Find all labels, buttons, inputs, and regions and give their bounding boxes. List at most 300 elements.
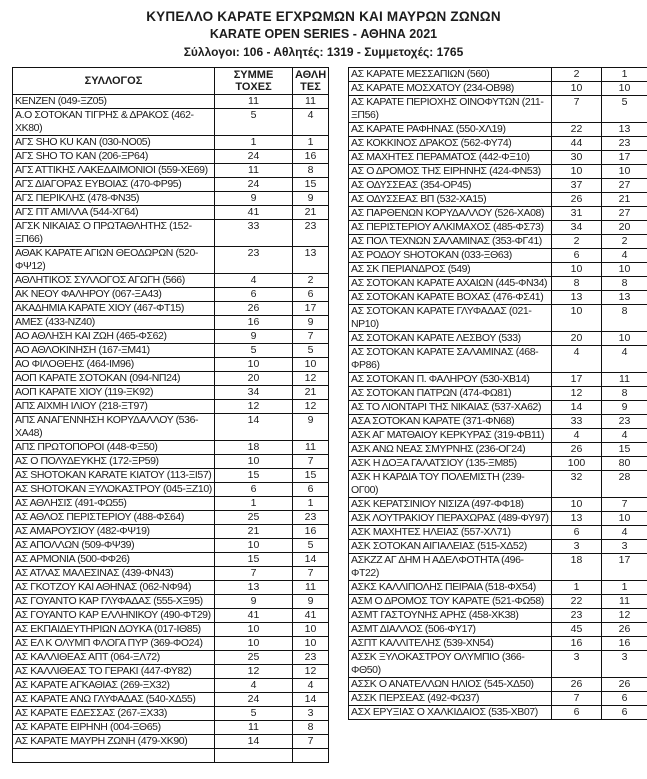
table-row	[349, 305, 647, 332]
participations-cell: 18	[215, 441, 293, 455]
table-row	[13, 344, 329, 358]
club-name-cell: ΑΣ ΤΟ ΛΙΟΝΤΑΡΙ ΤΗΣ ΝΙΚΑΙΑΣ (537-ΧΑ62)	[349, 401, 552, 415]
participations-cell: 4	[552, 429, 602, 443]
participations-cell: 10	[215, 358, 293, 372]
athletes-cell: 11	[293, 581, 329, 595]
table-row	[349, 332, 647, 346]
page-title: ΚΥΠΕΛΛΟ ΚΑΡΑΤΕ ΕΓΧΡΩΜΩΝ ΚΑΙ ΜΑΥΡΩΝ ΖΩΝΩΝ	[146, 9, 501, 24]
athletes-cell: 23	[602, 415, 647, 429]
athletes-cell: 21	[602, 193, 647, 207]
participations-cell: 10	[215, 637, 293, 651]
participations-cell: 6	[552, 706, 602, 720]
table-row	[349, 706, 647, 720]
table-row	[13, 567, 329, 581]
participations-cell: 20	[552, 332, 602, 346]
club-name-cell: ΑΣΑ ΣΟΤΟΚΑΝ ΚΑΡΑΤΕ (371-ΦΝ68)	[349, 415, 552, 429]
athletes-cell: 23	[293, 220, 329, 247]
participations-cell: 3	[552, 540, 602, 554]
club-name-cell: ΑΓΣ ΠΕΡΙΚΛΗΣ (478-ΦΝ35)	[13, 192, 215, 206]
athletes-cell: 5	[293, 539, 329, 553]
table-row	[13, 288, 329, 302]
athletes-cell: 15	[293, 469, 329, 483]
table-row	[349, 692, 647, 706]
participations-cell: 7	[552, 96, 602, 123]
club-name-cell: ΑΣΚΖΖ ΑΓ ΔΗΜ Η ΑΔΕΛΦΟΤΗΤΑ (496-ΦΤ22)	[349, 554, 552, 581]
club-name-cell: ΑΣ ΠΟΛ ΤΕΧΝΩΝ ΣΑΛΑΜΙΝΑΣ (353-ΦΓ41)	[349, 235, 552, 249]
club-name-cell: ΑΣ ΕΚΠΑΙΔΕΥΤΗΡΙΩΝ ΔΟΥΚΑ (017-ΙΘ85)	[13, 623, 215, 637]
page-subtitle: KARATE OPEN SERIES - ΑΘΗΝΑ 2021	[209, 27, 438, 41]
participations-cell: 44	[552, 137, 602, 151]
participations-cell: 11	[215, 721, 293, 735]
participations-cell: 10	[215, 539, 293, 553]
athletes-cell: 23	[602, 137, 647, 151]
athletes-cell: 11	[293, 441, 329, 455]
athletes-cell: 7	[602, 498, 647, 512]
athletes-cell: 10	[293, 637, 329, 651]
club-name-cell: ΑΜΕΣ (433-ΝΖ40)	[13, 316, 215, 330]
participations-cell: 23	[552, 609, 602, 623]
athletes-cell: 4	[293, 109, 329, 136]
participations-cell: 14	[215, 414, 293, 441]
participations-cell: 26	[215, 302, 293, 316]
table-row	[13, 247, 329, 274]
club-name-cell: ΑΣ ΣΟΤΟΚΑΝ ΚΑΡΑΤΕ ΓΛΥΦΑΔΑΣ (021-ΝΡ10)	[349, 305, 552, 332]
table-row	[13, 637, 329, 651]
participations-cell: 14	[552, 401, 602, 415]
athletes-cell: 3	[602, 651, 647, 678]
table-row	[13, 150, 329, 164]
club-name-cell: ΑΣ ΓΟΥΑΝΤΟ ΚΑΡ ΓΛΥΦΑΔΑΣ (555-ΧΞ95)	[13, 595, 215, 609]
participations-cell: 22	[552, 595, 602, 609]
club-name-cell: ΑΣΚ ΜΑΧΗΤΕΣ ΗΛΕΙΑΣ (557-ΧΛ71)	[349, 526, 552, 540]
participations-cell: 5	[215, 707, 293, 721]
results-tables	[12, 67, 647, 763]
club-name-cell: ΑΣΚ Η ΚΑΡΔΙΑ ΤΟΥ ΠΟΛΕΜΙΣΤΗ (239-ΟΓ00)	[349, 471, 552, 498]
participations-cell: 30	[552, 151, 602, 165]
participations-cell: 18	[552, 554, 602, 581]
club-name-cell: ΑΣ ΑΜΑΡΟΥΣΙΟΥ (482-ΦΨ19)	[13, 525, 215, 539]
participations-cell: 16	[215, 316, 293, 330]
table-row	[349, 151, 647, 165]
club-name-cell: ΑΟ ΑΘΛΟΚΙΝΗΣΗ (167-ΞΜ41)	[13, 344, 215, 358]
table-row	[13, 497, 329, 511]
club-name-cell: ΑΣ ΠΑΡΘΕΝΩΝ ΚΟΡΥΔΑΛΛΟΥ (526-ΧΑ08)	[349, 207, 552, 221]
club-name-cell: ΑΣ ΣΚ ΠΕΡΙΑΝΔΡΟΣ (549)	[349, 263, 552, 277]
participations-cell: 2	[552, 68, 602, 82]
participations-cell: 1	[215, 136, 293, 150]
participations-cell: 22	[552, 123, 602, 137]
participations-cell: 33	[215, 220, 293, 247]
athletes-cell: 41	[293, 609, 329, 623]
athletes-cell: 12	[293, 400, 329, 414]
athletes-cell: 80	[602, 457, 647, 471]
athletes-cell: 13	[602, 291, 647, 305]
club-name-cell: ΑΣ ΚΑΡΑΤΕ ΜΕΣΣΑΠΙΩΝ (560)	[349, 68, 552, 82]
club-name-cell: ΑΣ ΚΑΡΑΤΕ ΜΟΣΧΑΤΟΥ (234-ΟΒ98)	[349, 82, 552, 96]
table-row	[13, 553, 329, 567]
club-name-cell: ΑΠΣ ΑΙΧΜΗ ΙΛΙΟΥ (218-ΞΤ97)	[13, 400, 215, 414]
participations-cell: 7	[552, 692, 602, 706]
club-name-cell: ΑΣΧ ΕΡΥΞΙΑΣ Ο ΧΑΛΚΙΔΑΙΟΣ (535-ΧΒ07)	[349, 706, 552, 720]
participations-cell: 24	[215, 693, 293, 707]
table-row	[349, 249, 647, 263]
participations-cell: 26	[552, 678, 602, 692]
athletes-cell: 8	[293, 721, 329, 735]
table-row	[349, 526, 647, 540]
participations-cell: 14	[215, 735, 293, 749]
athletes-cell: 10	[602, 82, 647, 96]
club-name-cell: ΑΣΚ ΑΓ ΜΑΤΘΑΙΟΥ ΚΕΡΚΥΡΑΣ (319-ΦΒ11)	[349, 429, 552, 443]
athletes-cell: 26	[602, 678, 647, 692]
club-name-cell: ΑΣ ΑΠΟΛΛΩΝ (509-ΦΨ39)	[13, 539, 215, 553]
club-name-cell: ΑΣΚ ΚΕΡΑΤΣΙΝΙΟΥ ΝΙΣΙΖΑ (497-ΦΦ18)	[349, 498, 552, 512]
club-name-cell: KENZEN (049-ΞΖ05)	[13, 95, 215, 109]
club-name-cell: ΑΣΚ ΛΟΥΤΡΑΚΙΟΥ ΠΕΡΑΧΩΡΑΣ (489-ΦΥ97)	[349, 512, 552, 526]
participations-cell: 10	[215, 623, 293, 637]
participations-cell: 11	[215, 164, 293, 178]
table-header-row	[13, 68, 329, 95]
table-row	[349, 595, 647, 609]
participations-cell: 15	[215, 553, 293, 567]
table-row	[349, 581, 647, 595]
participations-cell: 37	[552, 179, 602, 193]
participations-cell: 41	[215, 206, 293, 220]
athletes-cell: 28	[602, 471, 647, 498]
club-name-cell: Α.Ο ΣΟΤΟΚΑΝ ΤΙΓΡΗΣ & ΔΡΑΚΟΣ (462-ΧΚ80)	[13, 109, 215, 136]
club-name-cell: ΑΣ ΟΔΥΣΣΕΑΣ ΒΠ (532-ΧΑ15)	[349, 193, 552, 207]
table-row	[349, 82, 647, 96]
club-name-cell: ΑΣ ΣΟΤΟΚΑΝ ΚΑΡΑΤΕ ΣΑΛΑΜΙΝΑΣ (468-ΦΡ86)	[349, 346, 552, 373]
club-name-cell: ΑΣ ΚΑΡΑΤΕ ΡΑΦΗΝΑΣ (550-ΧΛ19)	[349, 123, 552, 137]
table-row	[349, 235, 647, 249]
table-row	[13, 525, 329, 539]
table-row	[349, 512, 647, 526]
table-row	[13, 164, 329, 178]
athletes-cell: 7	[293, 455, 329, 469]
participations-cell: 4	[215, 679, 293, 693]
athletes-cell: 7	[293, 330, 329, 344]
table-row	[349, 346, 647, 373]
table-row	[13, 693, 329, 707]
participations-cell: 6	[552, 526, 602, 540]
column-header-participations: ΣΥΜΜΕ ΤΟΧΕΣ	[215, 68, 293, 95]
table-row	[13, 178, 329, 192]
athletes-cell: 5	[602, 96, 647, 123]
club-name-cell: ΑΓΣΚ ΝΙΚΑΙΑΣ Ο ΠΡΩΤΑΘΛΗΤΗΣ (152-ΞΠ66)	[13, 220, 215, 247]
athletes-cell: 10	[602, 512, 647, 526]
table-row	[13, 595, 329, 609]
table-row	[349, 401, 647, 415]
club-name-cell: ΑΣ ΑΘΛΟΣ ΠΕΡΙΣΤΕΡΙΟΥ (488-ΦΣ64)	[13, 511, 215, 525]
table-row	[349, 277, 647, 291]
club-name-cell: ΑΓΣ SHO KU KAN (030-ΝΟ05)	[13, 136, 215, 150]
club-name-cell: ΑΣ ΜΑΧΗΤΕΣ ΠΕΡΑΜΑΤΟΣ (442-ΦΞ10)	[349, 151, 552, 165]
athletes-cell: 4	[602, 429, 647, 443]
club-name-cell: ΑΣΠΤ ΚΑΛΛΙΤΕΛΗΣ (539-ΧΝ54)	[349, 637, 552, 651]
table-row	[13, 707, 329, 721]
column-header-club: ΣΥΛΛΟΓΟΣ	[13, 68, 215, 95]
participations-cell: 10	[552, 263, 602, 277]
column-header-athletes: ΑΘΛΗ ΤΕΣ	[293, 68, 329, 95]
table-row	[349, 96, 647, 123]
athletes-cell: 10	[602, 263, 647, 277]
club-name-cell: ΑΣ ΑΘΛΗΣΙΣ (491-ΦΩ55)	[13, 497, 215, 511]
club-name-cell: ΑΣ ΣΟΤΟΚΑΝ ΚΑΡΑΤΕ ΒΟΧΑΣ (476-ΦΣ41)	[349, 291, 552, 305]
participations-cell: 33	[552, 415, 602, 429]
participations-cell: 10	[552, 82, 602, 96]
club-name-cell: ΑΣΚ ΣΟΤΟΚΑΝ ΑΙΓΙΑΛΕΙΑΣ (515-ΧΔ52)	[349, 540, 552, 554]
participations-cell: 9	[215, 595, 293, 609]
table-row	[13, 455, 329, 469]
participations-cell: 41	[215, 609, 293, 623]
club-name-cell: ΑΓΣ ΔΙΑΓΟΡΑΣ ΕΥΒΟΙΑΣ (470-ΦΡ95)	[13, 178, 215, 192]
table-row	[349, 554, 647, 581]
athletes-cell: 1	[293, 497, 329, 511]
club-name-cell: ΑΣ ΚΑΡΑΤΕ ΜΑΥΡΗ ΖΩΝΗ (479-ΧΚ90)	[13, 735, 215, 749]
club-name-cell: ΑΓΣ ΑΤΤΙΚΗΣ ΛΑΚΕΔΑΙΜΟΝΙΟΙ (559-ΧΕ69)	[13, 164, 215, 178]
table-row	[349, 415, 647, 429]
athletes-cell: 10	[602, 165, 647, 179]
participations-cell: 5	[215, 109, 293, 136]
table-row	[349, 373, 647, 387]
athletes-cell: 1	[602, 581, 647, 595]
club-name-cell: ΑΣΚΣ ΚΑΛΛΙΠΟΛΗΣ ΠΕΙΡΑΙΑ (518-ΦΧ54)	[349, 581, 552, 595]
participations-cell: 4	[215, 274, 293, 288]
table-row	[13, 609, 329, 623]
athletes-cell: 13	[293, 247, 329, 274]
table-row	[349, 137, 647, 151]
athletes-cell: 17	[293, 302, 329, 316]
participations-cell: 31	[552, 207, 602, 221]
participations-cell: 6	[215, 288, 293, 302]
club-name-cell: ΑΣ ΚΟΚΚΙΝΟΣ ΔΡΑΚΟΣ (562-ΦΥ74)	[349, 137, 552, 151]
athletes-cell: 4	[602, 346, 647, 373]
table-row	[13, 665, 329, 679]
athletes-cell: 9	[602, 401, 647, 415]
athletes-cell: 16	[602, 637, 647, 651]
participations-cell: 16	[552, 637, 602, 651]
participations-cell: 12	[215, 400, 293, 414]
table-row	[13, 274, 329, 288]
club-name-cell: ΑΘΑΚ ΚΑΡΑΤΕ ΑΓΙΩΝ ΘΕΟΔΩΡΩΝ (520-ΦΨ12)	[13, 247, 215, 274]
club-name-cell: ΑΣΜ Ο ΔΡΟΜΟΣ ΤΟΥ ΚΑΡΑΤΕ (521-ΦΩ58)	[349, 595, 552, 609]
participations-cell: 10	[215, 455, 293, 469]
club-name-cell: ΑΣ ΕΛ Κ ΟΛΥΜΠ ΦΛΟΓΑ ΠΥΡ (369-ΦΟ24)	[13, 637, 215, 651]
athletes-cell: 2	[602, 235, 647, 249]
club-name-cell: ΑΟ ΑΘΛΗΣΗ ΚΑΙ ΖΩΗ (465-ΦΣ62)	[13, 330, 215, 344]
athletes-cell: 17	[602, 151, 647, 165]
table-row	[13, 372, 329, 386]
athletes-cell: 4	[602, 526, 647, 540]
athletes-cell: 12	[602, 609, 647, 623]
table-row	[13, 220, 329, 247]
table-row	[349, 179, 647, 193]
table-row	[13, 581, 329, 595]
table-row	[13, 749, 329, 763]
club-name-cell: ΑΣ ΑΡΜΟΝΙΑ (500-ΦΦ26)	[13, 553, 215, 567]
club-name-cell: ΑΚΑΔΗΜΙΑ ΚΑΡΑΤΕ ΧΙΟΥ (467-ΦΤ15)	[13, 302, 215, 316]
table-row	[349, 221, 647, 235]
club-name-cell: ΑΣ ΟΔΥΣΣΕΑΣ (354-ΟΡ45)	[349, 179, 552, 193]
table-row	[349, 471, 647, 498]
club-name-cell: ΑΓΣ SHO TO KAN (206-ΞΡ64)	[13, 150, 215, 164]
table-row	[13, 735, 329, 749]
table-row	[349, 193, 647, 207]
table-row	[13, 469, 329, 483]
athletes-cell: 13	[602, 123, 647, 137]
participations-cell	[215, 749, 293, 763]
participations-cell: 10	[552, 165, 602, 179]
participations-cell: 6	[552, 249, 602, 263]
table-row	[13, 136, 329, 150]
athletes-cell: 14	[293, 553, 329, 567]
participations-cell: 3	[552, 651, 602, 678]
club-name-cell: ΑΣ ΡΟΔΟΥ SHOTOKAN (033-ΞΘ63)	[349, 249, 552, 263]
athletes-cell: 10	[602, 332, 647, 346]
table-row	[13, 511, 329, 525]
table-row	[13, 316, 329, 330]
table-row	[13, 679, 329, 693]
club-name-cell: ΑΣΚ ΑΝΩ ΝΕΑΣ ΣΜΥΡΝΗΣ (236-ΟΓ24)	[349, 443, 552, 457]
participations-cell: 10	[552, 305, 602, 332]
participations-cell: 12	[215, 665, 293, 679]
table-row	[13, 358, 329, 372]
participations-cell: 100	[552, 457, 602, 471]
table-row	[13, 623, 329, 637]
club-name-cell: ΑΣ ΓΟΥΑΝΤΟ ΚΑΡ ΕΛΛΗΝΙΚΟΥ (490-ΦΤ29)	[13, 609, 215, 623]
club-name-cell: ΑΣ ΚΑΡΑΤΕ ΑΝΩ ΓΛΥΦΑΔΑΣ (540-ΧΔ55)	[13, 693, 215, 707]
club-name-cell: ΑΣΣΚ ΞΥΛΟΚΑΣΤΡΟΥ ΟΛΥΜΠΙΟ (366-ΦΘ50)	[349, 651, 552, 678]
club-name-cell: ΑΚ ΝΕΟΥ ΦΑΛΗΡΟΥ (067-ΞΑ43)	[13, 288, 215, 302]
club-name-cell: ΑΣ ΚΑΡΑΤΕ ΑΓΚΑΘΙΑΣ (269-ΞΧ32)	[13, 679, 215, 693]
athletes-cell: 9	[293, 316, 329, 330]
athletes-cell: 14	[293, 693, 329, 707]
athletes-cell	[293, 749, 329, 763]
athletes-cell: 21	[293, 386, 329, 400]
athletes-cell: 10	[293, 623, 329, 637]
athletes-cell: 8	[602, 387, 647, 401]
table-row	[349, 637, 647, 651]
table-row	[349, 291, 647, 305]
table-row	[13, 441, 329, 455]
participations-cell: 2	[552, 235, 602, 249]
club-name-cell: ΑΣ ΚΑΛΛΙΘΕΑΣ ΑΠΤ (064-ΞΛ72)	[13, 651, 215, 665]
club-name-cell: ΑΣ ΚΑΡΑΤΕ ΕΙΡΗΝΗ (004-ΞΘ65)	[13, 721, 215, 735]
table-row	[349, 429, 647, 443]
table-row	[13, 192, 329, 206]
athletes-cell: 8	[602, 277, 647, 291]
table-row	[13, 109, 329, 136]
table-row	[13, 330, 329, 344]
athletes-cell: 11	[602, 595, 647, 609]
table-row	[349, 498, 647, 512]
athletes-cell: 11	[293, 95, 329, 109]
participations-cell: 25	[215, 651, 293, 665]
table-row	[13, 483, 329, 497]
participations-cell: 15	[215, 469, 293, 483]
athletes-cell: 16	[293, 525, 329, 539]
table-row	[349, 609, 647, 623]
athletes-cell: 8	[293, 164, 329, 178]
participations-cell: 21	[215, 525, 293, 539]
club-name-cell: ΑΣ ΣΟΤΟΚΑΝ ΚΑΡΑΤΕ ΛΕΣΒΟΥ (533)	[349, 332, 552, 346]
athletes-cell: 5	[293, 344, 329, 358]
table-row	[349, 387, 647, 401]
club-name-cell: ΑΣ ΣΟΤΟΚΑΝ ΠΑΤΡΩΝ (474-ΦΩ81)	[349, 387, 552, 401]
clubs-table-left	[12, 67, 329, 763]
club-name-cell: ΑΣ SHOTOKAN ΞΥΛΟΚΑΣΤΡΟΥ (045-ΞΖ10)	[13, 483, 215, 497]
athletes-cell: 15	[602, 443, 647, 457]
table-row	[349, 623, 647, 637]
club-name-cell: ΑΣ Ο ΠΟΛΥΔΕΥΚΗΣ (172-ΞΡ59)	[13, 455, 215, 469]
participations-cell: 13	[552, 291, 602, 305]
athletes-cell: 23	[293, 511, 329, 525]
participations-cell: 9	[215, 330, 293, 344]
athletes-cell: 6	[602, 706, 647, 720]
club-name-cell: ΑΠΣ ΑΝΑΓΕΝΝΗΣΗ ΚΟΡΥΔΑΛΛΟΥ (536-ΧΑ48)	[13, 414, 215, 441]
participations-cell: 5	[215, 344, 293, 358]
table-row	[13, 302, 329, 316]
athletes-cell: 7	[293, 735, 329, 749]
club-name-cell: ΑΣΜΤ ΔΙΑΛΛΟΣ (506-ΦΥ17)	[349, 623, 552, 637]
participations-cell: 26	[552, 443, 602, 457]
table-row	[13, 721, 329, 735]
club-name-cell: ΑΣ ΚΑΡΑΤΕ ΠΕΡΙΟΧΗΣ ΟΙΝΟΦΥΤΩΝ (211-ΞΠ56)	[349, 96, 552, 123]
club-name-cell: ΑΣ ΣΟΤΟΚΑΝ Π. ΦΑΛΗΡΟΥ (530-ΧΒ14)	[349, 373, 552, 387]
athletes-cell: 21	[293, 206, 329, 220]
participations-cell: 6	[215, 483, 293, 497]
clubs-table-right	[348, 67, 647, 720]
athletes-cell: 3	[602, 540, 647, 554]
participations-cell: 4	[552, 346, 602, 373]
participations-cell: 25	[215, 511, 293, 525]
participations-cell: 20	[215, 372, 293, 386]
table-row	[13, 651, 329, 665]
athletes-cell: 15	[293, 178, 329, 192]
table-row	[349, 68, 647, 82]
participations-cell: 23	[215, 247, 293, 274]
summary-stats: Σύλλογοι: 106 - Αθλητές: 1319 - Συμμετοχές: 1765	[183, 45, 464, 59]
athletes-cell: 27	[602, 207, 647, 221]
athletes-cell: 11	[602, 373, 647, 387]
athletes-cell: 1	[293, 136, 329, 150]
athletes-cell: 12	[293, 665, 329, 679]
athletes-cell: 4	[293, 679, 329, 693]
participations-cell: 12	[552, 387, 602, 401]
participations-cell: 24	[215, 150, 293, 164]
club-name-cell: ΑΘΛΗΤΙΚΟΣ ΣΥΛΛΟΓΟΣ ΑΓΩΓΗ (566)	[13, 274, 215, 288]
athletes-cell: 20	[602, 221, 647, 235]
athletes-cell: 6	[293, 483, 329, 497]
participations-cell: 7	[215, 567, 293, 581]
table-row	[13, 206, 329, 220]
club-name-cell: ΑΣ ΚΑΛΛΙΘΕΑΣ ΤΟ ΓΕΡΑΚΙ (447-ΦΥ82)	[13, 665, 215, 679]
club-name-cell: ΑΟ ΦΙΛΟΘΕΗΣ (464-ΙΜ96)	[13, 358, 215, 372]
table-row	[349, 123, 647, 137]
club-name-cell: ΑΣ SHOTOKAN KARATE ΚΙΑΤΟΥ (113-ΞΙ57)	[13, 469, 215, 483]
table-row	[13, 414, 329, 441]
participations-cell: 10	[552, 498, 602, 512]
club-name-cell: ΑΣ Ο ΔΡΟΜΟΣ ΤΗΣ ΕΙΡΗΝΗΣ (424-ΦΝ53)	[349, 165, 552, 179]
participations-cell: 45	[552, 623, 602, 637]
athletes-cell: 9	[293, 414, 329, 441]
athletes-cell: 3	[293, 707, 329, 721]
athletes-cell: 1	[602, 68, 647, 82]
club-name-cell	[13, 749, 215, 763]
table-row	[13, 400, 329, 414]
athletes-cell: 27	[602, 179, 647, 193]
table-row	[349, 457, 647, 471]
